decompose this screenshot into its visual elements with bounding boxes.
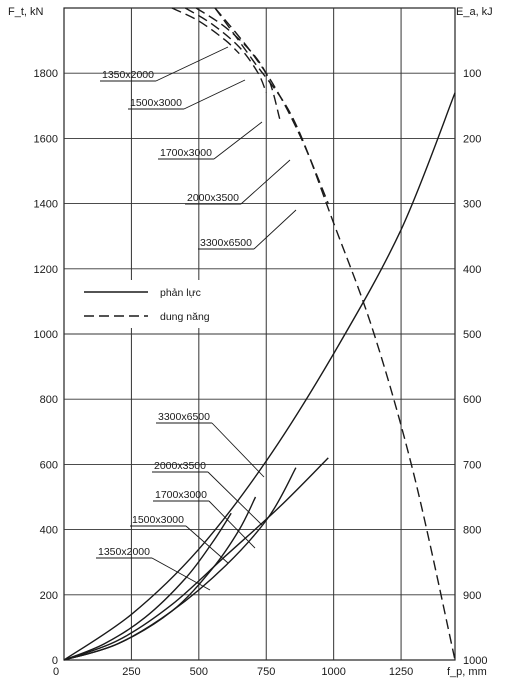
y-left-tick-label: 1400 xyxy=(33,198,58,211)
energy-curve-leader xyxy=(184,80,245,109)
legend-item-label: phản lực xyxy=(160,287,201,299)
ticks-layer xyxy=(34,68,488,678)
reaction-curve-label: 1350x2000 xyxy=(98,546,150,558)
x-tick-label: 1000 xyxy=(321,666,346,678)
energy-curve-leader xyxy=(241,160,290,204)
energy-curve-label: 3300x6500 xyxy=(200,237,252,249)
y-left-tick-label: 1000 xyxy=(33,329,58,341)
y-left-tick-label: 400 xyxy=(39,524,58,537)
reaction-curve-1350x2000 xyxy=(64,513,231,660)
reaction-curve-leader xyxy=(208,472,262,525)
y-right-tick-label: 800 xyxy=(463,524,482,537)
y-left-tick-label: 600 xyxy=(39,459,58,472)
reaction-curve-3300x6500 xyxy=(64,93,455,660)
reaction-curve-label: 1500x3000 xyxy=(132,514,184,526)
y-right-axis-label: E_a, kJ xyxy=(456,6,493,18)
legend-item-label: dung năng xyxy=(160,311,210,323)
y-right-tick-label: 500 xyxy=(463,329,482,341)
y-right-tick-label: 400 xyxy=(463,263,482,276)
y-right-tick-label: 900 xyxy=(463,589,482,602)
energy-curve-leader xyxy=(156,47,228,81)
x-tick-label: 500 xyxy=(189,666,209,678)
reaction-curve-label: 3300x6500 xyxy=(158,411,210,423)
y-left-tick-label: 800 xyxy=(39,394,58,407)
energy-curve-1700x3000 xyxy=(196,8,280,119)
reaction-curve-label: 2000x3500 xyxy=(154,460,206,472)
energy-curve-label: 1700x3000 xyxy=(160,147,212,159)
y-right-tick-label: 200 xyxy=(463,133,482,146)
y-right-tick-label: 600 xyxy=(463,394,482,407)
y-right-tick-label: 1000 xyxy=(463,655,488,667)
y-left-axis-label: F_t, kN xyxy=(8,6,44,18)
grid xyxy=(64,8,455,660)
legend xyxy=(80,280,230,328)
x-zero-label: 0 xyxy=(53,666,60,678)
y-left-tick-label: 1200 xyxy=(33,263,58,276)
reaction-curve-leader xyxy=(212,423,264,477)
x-tick-label: 250 xyxy=(122,666,141,678)
reaction-curve-label: 1700x3000 xyxy=(155,489,207,501)
energy-curve-leader xyxy=(214,122,262,159)
y-right-tick-label: 700 xyxy=(463,459,482,472)
y-left-tick-label: 0 xyxy=(51,655,58,667)
x-tick-label: 1250 xyxy=(388,666,414,678)
energy-curve-2000x3500 xyxy=(215,8,328,204)
energy-curve-label: 1500x3000 xyxy=(130,97,182,109)
x-axis-label: f_p, mm xyxy=(447,666,487,678)
energy-curve-1350x2000 xyxy=(172,8,239,54)
energy-curve-label: 1350x2000 xyxy=(102,69,154,81)
y-left-tick-label: 200 xyxy=(39,589,58,602)
energy-curve-label: 2000x3500 xyxy=(187,192,239,204)
y-left-tick-label: 1600 xyxy=(33,133,58,146)
reaction-curve-leader xyxy=(152,558,210,590)
y-right-tick-label: 300 xyxy=(463,198,482,211)
x-tick-label: 750 xyxy=(257,666,276,678)
y-right-tick-label: 100 xyxy=(463,68,482,81)
y-left-tick-label: 1800 xyxy=(33,68,58,81)
energy-curve-leader xyxy=(254,210,296,249)
